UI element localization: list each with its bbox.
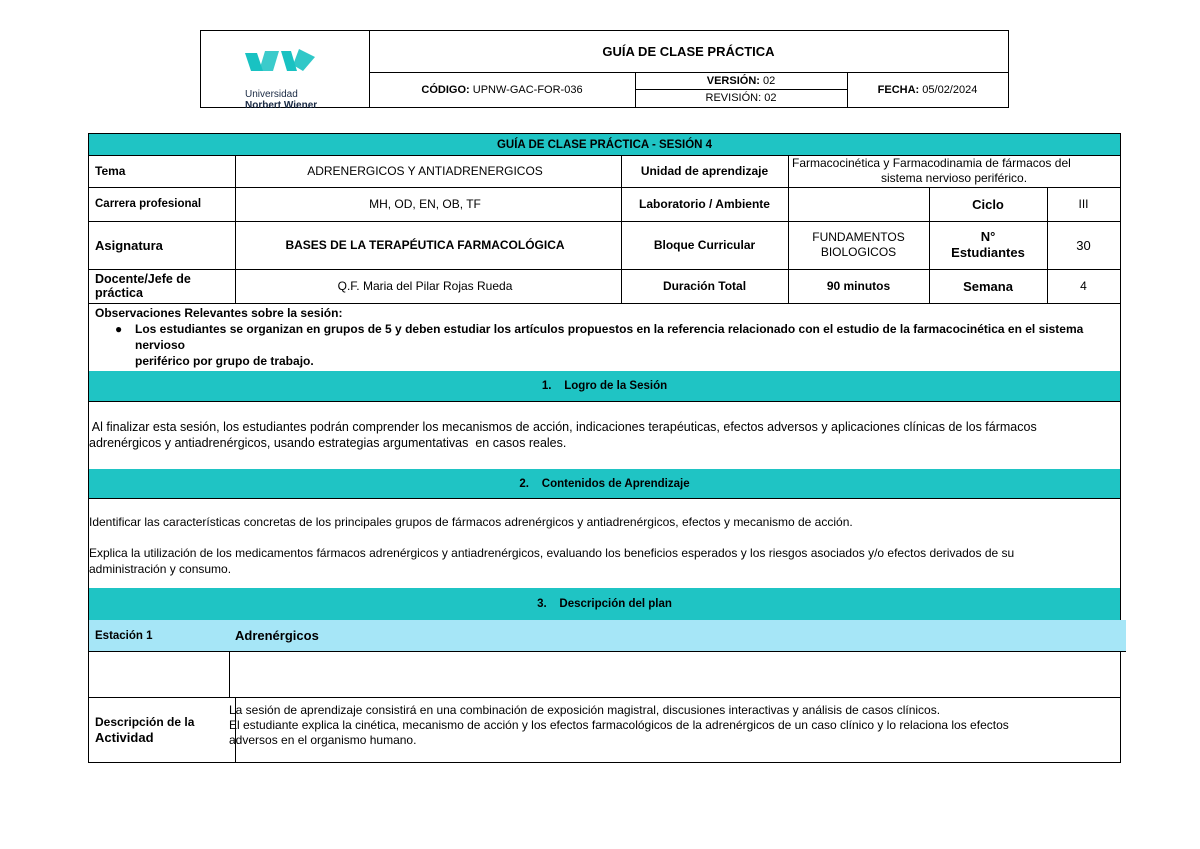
descripcion-label-line2: Actividad <box>95 729 154 745</box>
docente-label-line1: Docente/Jefe de <box>95 272 191 286</box>
bloque-value-line1: FUNDAMENTOS <box>812 230 905 244</box>
plan-band <box>89 588 1120 621</box>
duracion-label: Duración Total <box>621 269 789 304</box>
lab-value <box>788 187 930 222</box>
logo-wordmark <box>245 89 317 111</box>
version-cell <box>635 72 848 90</box>
version-label: VERSIÓN: <box>706 74 760 87</box>
document-title: GUÍA DE CLASE PRÁCTICA <box>369 31 1008 73</box>
fecha-value: 05/02/2024 <box>922 83 978 96</box>
descripcion-line1: La sesión de aprendizaje consistirá en una combinación de exposición magistral, discusiones interactivas y análisis de casos clínicos. <box>229 703 941 717</box>
logro-band <box>89 371 1120 402</box>
university-logo-icon <box>243 47 333 87</box>
docente-label-line2: práctica <box>95 286 143 300</box>
docente-label <box>89 269 236 304</box>
docente-value: Q.F. Maria del Pilar Rojas Rueda <box>229 269 622 304</box>
tema-label: Tema <box>89 155 236 188</box>
logo-line1: Universidad <box>245 89 298 100</box>
estacion-value: Adrenérgicos <box>229 620 1126 652</box>
version-value: 02 <box>763 74 776 87</box>
semana-value: 4 <box>1047 269 1120 304</box>
fecha-label: FECHA: <box>877 83 920 96</box>
ciclo-label: Ciclo <box>929 187 1048 222</box>
descripcion-line3: adversos en el organismo humano. <box>229 733 417 747</box>
codigo-label: CÓDIGO: <box>421 83 470 96</box>
observaciones-bullet-line2: periférico por grupo de trabajo. <box>135 354 314 368</box>
unidad-label: Unidad de aprendizaje <box>621 155 789 188</box>
logro-band-title: 1. Logro de la Sesión <box>541 380 668 392</box>
fecha-cell <box>847 72 1008 107</box>
estudiantes-label <box>929 221 1048 270</box>
estudiantes-value: 30 <box>1047 221 1120 270</box>
observaciones-bullet-line1: Los estudiantes se organizan en grupos de 5 y deben estudiar los artículos propuestos en la referencia relacionado con el estudio de la farmacocinética en el sistema nervioso <box>135 322 1084 352</box>
session-band-title: GUÍA DE CLASE PRÁCTICA - SESIÓN 4 <box>89 134 1120 156</box>
unidad-value <box>788 155 1120 188</box>
revision-label: REVISIÓN: <box>705 92 762 104</box>
contenidos-p2-line1: Explica la utilización de los medicamentos fármacos adrenérgicos y antiadrenérgicos, evaluando los beneficios esperados y los riesgos asociados y/o efectos derivados de su <box>89 546 1015 560</box>
asignatura-label: Asignatura <box>89 221 236 270</box>
bloque-label: Bloque Curricular <box>621 221 789 270</box>
carrera-value: MH, OD, EN, OB, TF <box>229 187 622 222</box>
descripcion-label <box>89 697 236 762</box>
semana-label: Semana <box>929 269 1048 304</box>
duracion-value: 90 minutos <box>788 269 930 304</box>
bloque-value-line2: BIOLOGICOS <box>820 245 897 259</box>
contenidos-p1: Identificar las características concretas de los principales grupos de fármacos adrenérgicos y antiadrenérgicos, efectos y mecanismo de acción. <box>89 515 853 529</box>
contenidos-band-title: 2. Contenidos de Aprendizaje <box>519 477 690 490</box>
bullet-dot-icon: ● <box>115 322 123 336</box>
codigo-value: UPNW-GAC-FOR-036 <box>472 83 583 96</box>
plan-band-title: 3. Descripción del plan <box>537 598 672 610</box>
unidad-value-line1: Farmacocinética y Farmacodinamia de fármacos del <box>792 156 1071 170</box>
logo-cell <box>201 31 370 111</box>
document-header <box>200 30 1009 111</box>
asignatura-value: BASES DE LA TERAPÉUTICA FARMACOLÓGICA <box>229 221 622 270</box>
ciclo-value: III <box>1047 187 1120 222</box>
logo-line2: Norbert Wiener <box>245 100 318 111</box>
contenidos-band <box>89 469 1120 499</box>
descripcion-value <box>229 697 1120 768</box>
unidad-value-line2: sistema nervioso periférico. <box>880 171 1028 185</box>
empty-cell-left <box>89 651 230 698</box>
observaciones-bullet <box>89 321 1120 369</box>
logro-line1: Al finalizar esta sesión, los estudiantes podrán comprender los mecanismos de acción, indicaciones terapéuticas, efectos adversos y aplicaciones clínicas de los fármacos <box>89 420 1037 434</box>
revision-cell <box>635 89 848 107</box>
observaciones-section <box>89 303 1120 372</box>
estudiantes-label-line1: N° <box>980 229 996 244</box>
codigo-cell <box>369 72 636 107</box>
contenidos-p2-line2: administración y consumo. <box>89 562 232 576</box>
tema-value: ADRENERGICOS Y ANTIADRENERGICOS <box>229 155 622 188</box>
carrera-label: Carrera profesional <box>89 187 236 222</box>
bloque-value <box>788 221 930 270</box>
session-table <box>88 133 1121 763</box>
logro-line2: adrenérgicos y antiadrenérgicos, usando estrategias argumentativas en casos reales. <box>89 436 567 450</box>
lab-label: Laboratorio / Ambiente <box>621 187 789 222</box>
descripcion-line2: El estudiante explica la cinética, mecanismo de acción y los efectos farmacológicos de la adrenérgicos de un caso clínico y lo relaciona los efectos <box>229 718 1009 732</box>
revision-value: 02 <box>764 92 777 104</box>
estacion-label: Estación 1 <box>89 620 236 652</box>
descripcion-label-line1: Descripción de la <box>95 714 195 729</box>
estudiantes-label-line2: Estudiantes <box>951 245 1025 260</box>
observaciones-title: Observaciones Relevantes sobre la sesión: <box>95 306 343 320</box>
empty-cell-right <box>229 651 1120 698</box>
